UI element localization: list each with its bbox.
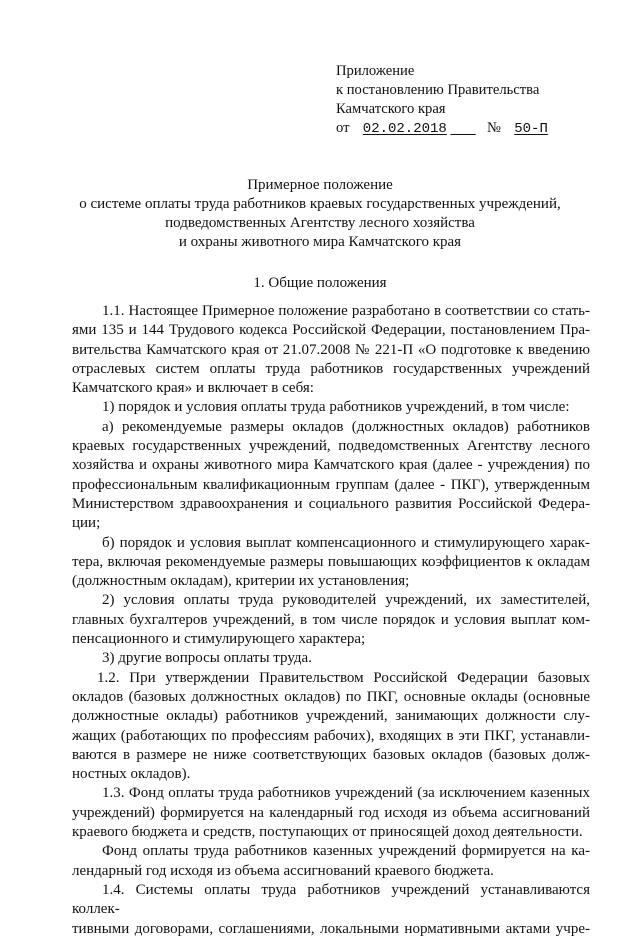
document-body [72, 302, 590, 939]
body-line: ностных окладов). [72, 766, 191, 783]
body-line: 1) порядок и условия оплаты труда работников учреждений, в том числе: [102, 399, 570, 416]
body-line: 1.4. Системы оплаты труда работников учреждений устанавливаются коллек- [72, 881, 590, 918]
document-title [0, 176, 640, 252]
body-line: окладов (базовых должностных окладов) по ПКГ, основные оклады (основные [72, 688, 590, 705]
body-line: вительства Камчатского края от 21.07.2008 № 221-П «О подготовке к введению [72, 341, 590, 358]
date-value: 02.02.2018 [362, 121, 447, 137]
body-line: 1.1. Настоящее Примерное положение разработано в соответствии со стать- [102, 303, 590, 319]
body-line: краевого бюджета и средств, поступающих от приносящей доход деятельности. [72, 824, 583, 841]
appendix-date-number [336, 119, 548, 139]
date-underline [450, 121, 475, 137]
body-line: отраслевых систем оплаты труда работников государственных учреждений [72, 360, 590, 377]
appendix-region: Камчатского края [336, 101, 446, 117]
body-line: 1.2. При утверждении Правительством Российской Федерации базовых [97, 669, 590, 686]
body-line: а) рекомендуемые размеры окладов (должностных окладов) работников [102, 418, 590, 435]
body-line: ции; [72, 515, 101, 532]
body-line: учреждений) формируется на календарный год исходя из объема ассигнований [72, 804, 590, 821]
appendix-label: Приложение [336, 63, 415, 79]
title-line-4: и охраны животного мира Камчатского края [178, 234, 462, 250]
body-line: (должностным окладам), критерии их установления; [72, 573, 410, 590]
body-line: 1.3. Фонд оплаты труда работников учреждений (за исключением казенных [102, 785, 590, 802]
body-line: пенсационного и стимулирующего характера; [72, 631, 366, 648]
body-line: должностные оклады) работников учреждений, занимающих должности слу- [72, 708, 590, 725]
appendix-resolution: к постановлению Правительства [336, 82, 540, 98]
body-line: главных бухгалтеров учреждений, в том числе порядок и условия выплат ком- [72, 611, 590, 628]
body-line: Министерством здравоохранения и социального развития Российской Федера- [72, 495, 590, 512]
title-line-3: подведомственных Агентству лесного хозяйства [165, 215, 475, 231]
appendix-block [336, 62, 548, 139]
date-prefix: от [336, 120, 350, 136]
body-line: ями 135 и 144 Трудового кодекса Российской Федерации, постановлением Пра- [72, 322, 590, 339]
body-line: 2) условия оплаты труда руководителей учреждений, их заместителей, [102, 592, 590, 609]
body-line: тера, включая рекомендуемые размеры повышающих коэффициентов к окладам [72, 553, 590, 570]
body-line: Камчатского края» и включает в себя: [72, 380, 314, 397]
number-sign: № [487, 120, 501, 136]
body-line: ваются в размере не ниже соответствующих базовых окладов (базовых долж- [72, 746, 590, 763]
body-line: 3) другие вопросы оплаты труда. [102, 650, 312, 667]
body-line: жащих (работающих по профессиям рабочих), входящих в эти ПКГ, устанавли- [72, 727, 590, 744]
body-line: Фонд оплаты труда работников казенных учреждений формируется на ка- [102, 843, 590, 860]
section-heading: 1. Общие положения [253, 275, 387, 291]
body-line: краевых государственных учреждений, подведомственных Агентству лесного [72, 438, 590, 455]
number-value: 50-П [514, 121, 548, 137]
title-line-1: Примерное положение [247, 177, 393, 193]
body-line: лендарный год исходя из объема ассигнований краевого бюджета. [72, 862, 494, 879]
body-line: б) порядок и условия выплат компенсационного и стимулирующего харак- [102, 534, 590, 551]
body-line: профессиональным квалификационным группам (далее - ПКГ), утвержденным [72, 476, 590, 493]
title-line-2: о системе оплаты труда работников краевых государственных учреждений, [79, 196, 561, 212]
body-line: хозяйства и охраны животного мира Камчатского края (далее - учреждения) по [72, 457, 590, 474]
body-line: тивными договорами, соглашениями, локальными нормативными актами учре- [72, 920, 590, 937]
